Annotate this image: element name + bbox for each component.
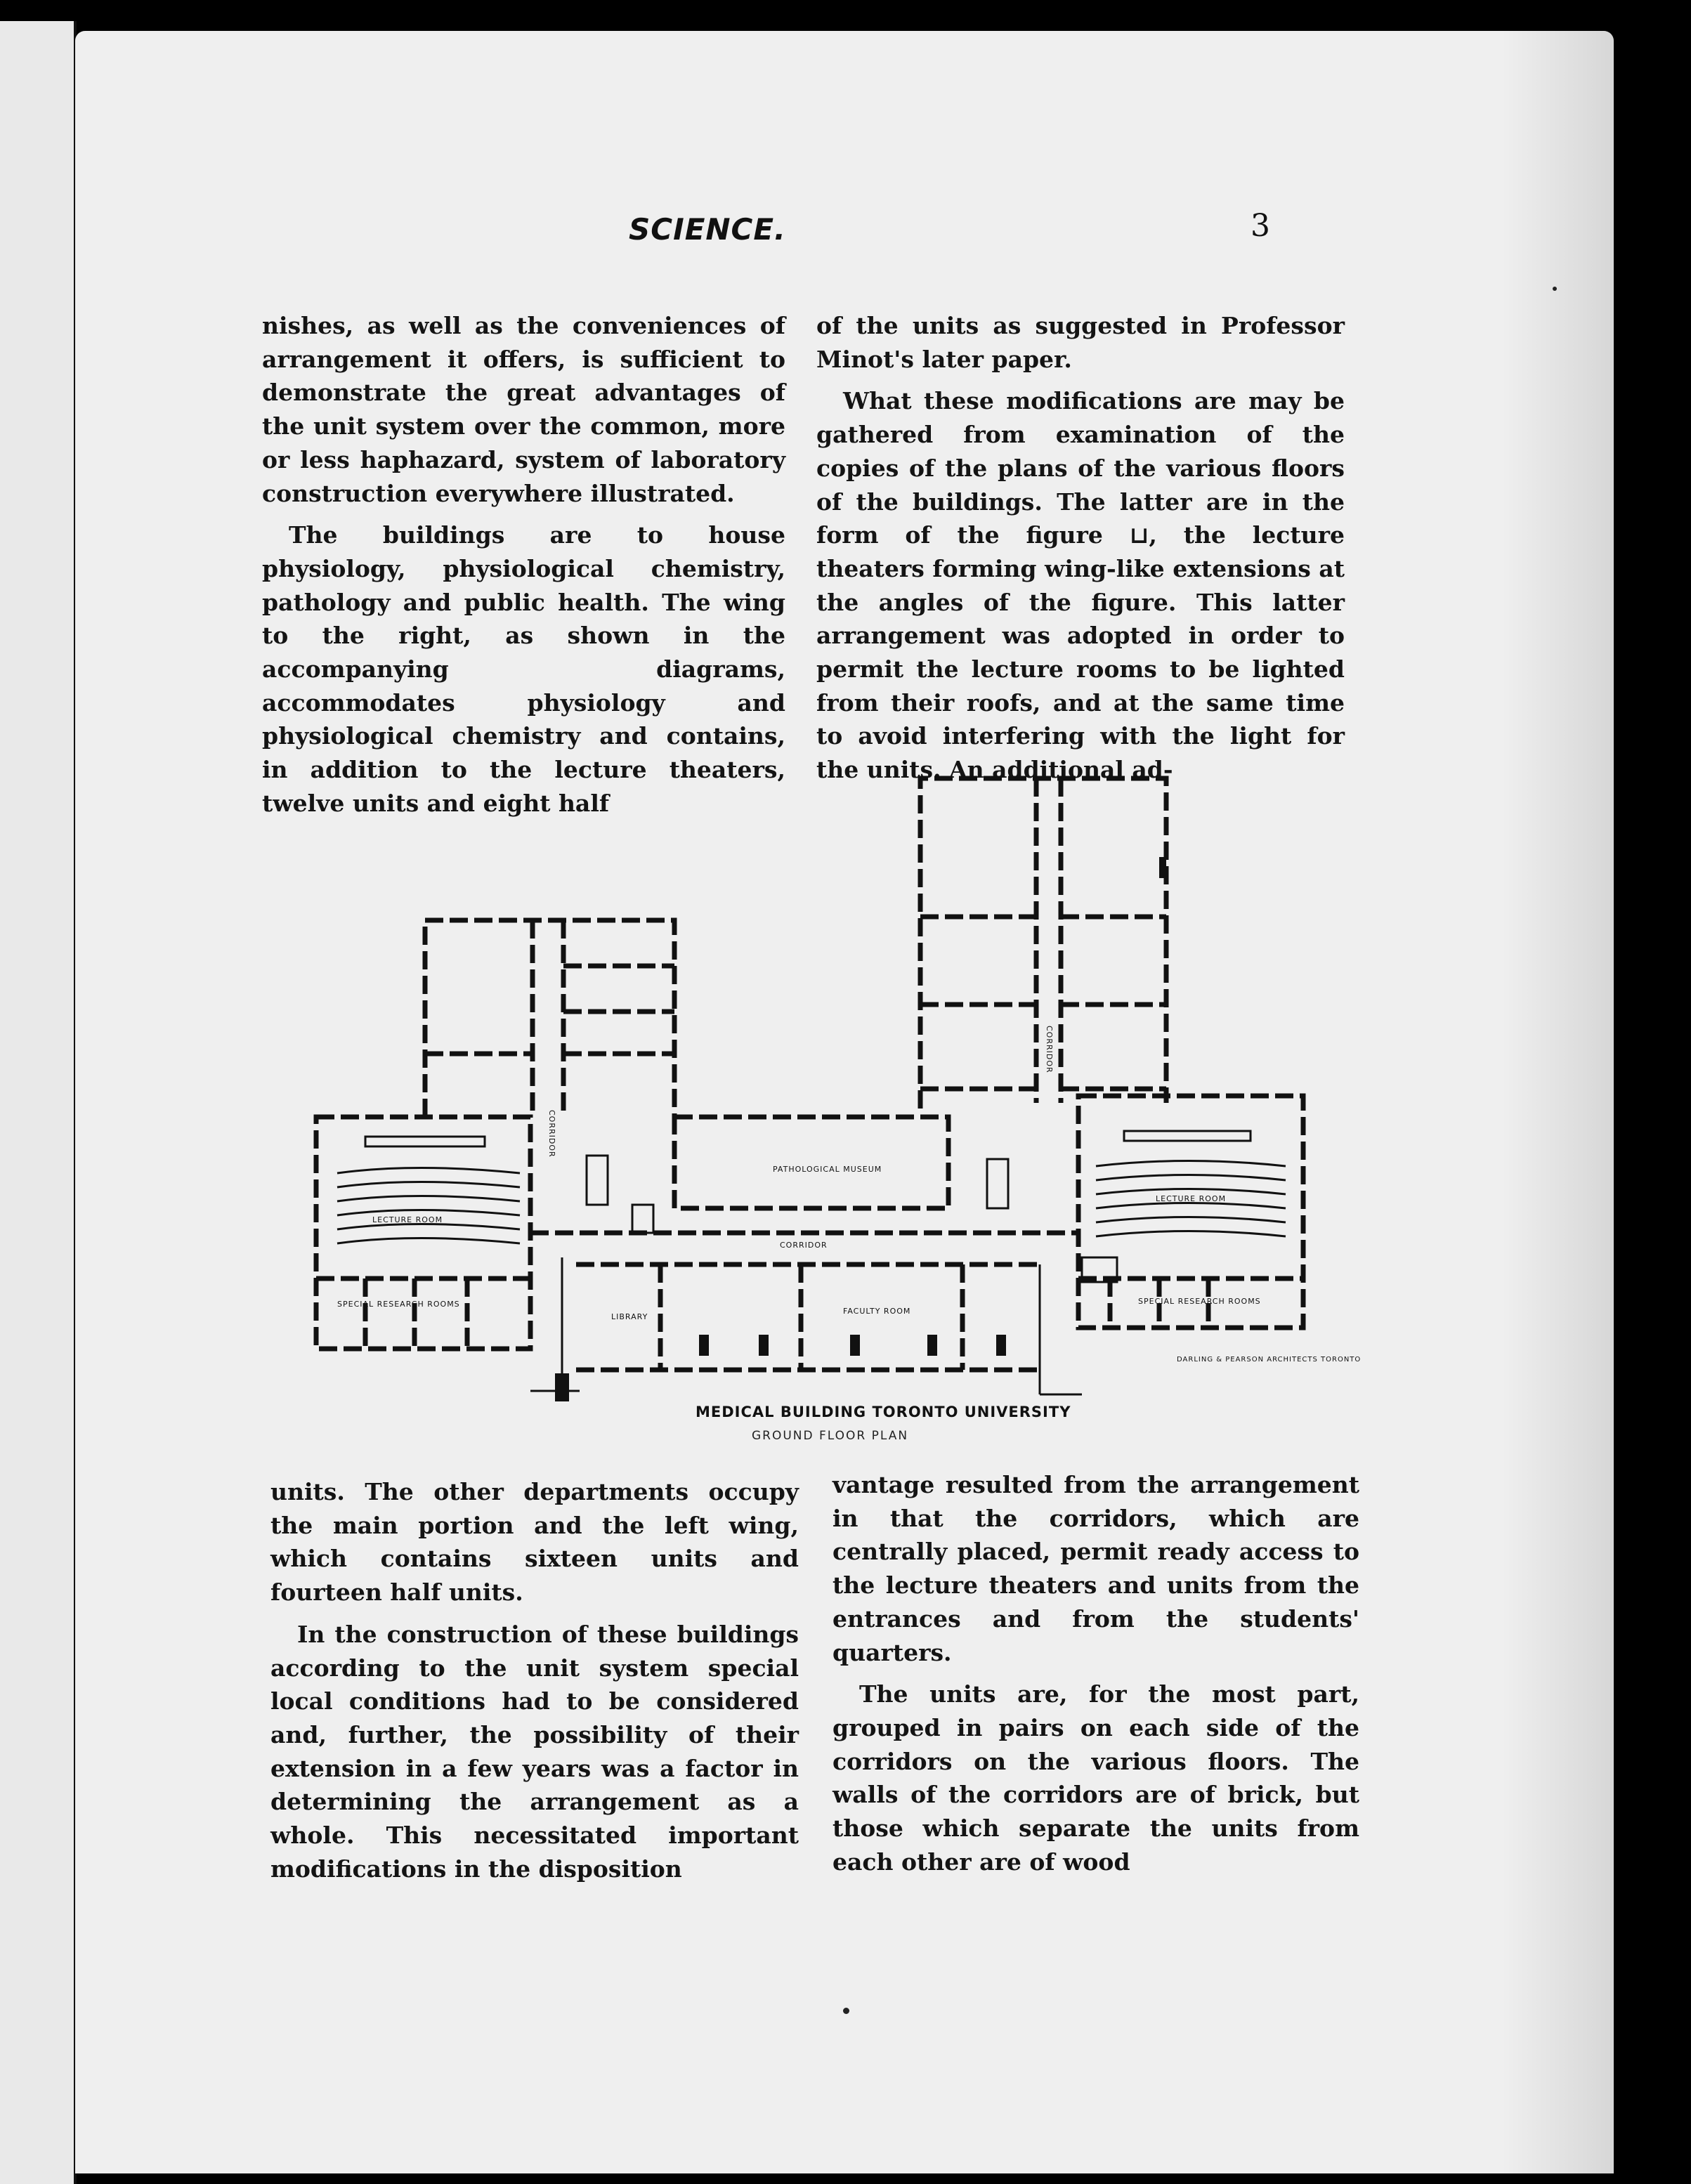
paragraph: The buildings are to house physiology, physiological chemistry, pathology and public health. The wing to the right, as shown in the accompanying diagrams, accommodates physiology and physiological chemistry and contains, in addition to the lecture theaters, twelve units and eight half xyxy=(262,521,785,817)
paragraph: units. The other departments occupy the main portion and the left wing, which contains sixteen units and fourteen half units. xyxy=(270,1478,799,1607)
figure-caption: MEDICAL BUILDING TORONTO UNIVERSITY xyxy=(696,1404,1071,1420)
main-corridor-label: CORRIDOR xyxy=(780,1241,828,1250)
page-number: 3 xyxy=(1251,208,1270,244)
paragraph: nishes, as well as the conveniences of arrangement it offers, is sufficient to demonstrate the great advantages of the unit system over the common, more or less haphazard, system of laboratory construction everywhere illustrated. xyxy=(262,312,785,507)
library-label: LIBRARY xyxy=(611,1312,648,1321)
architects-label: DARLING & PEARSON ARCHITECTS TORONTO xyxy=(1177,1356,1362,1364)
paragraph: of the units as suggested in Professor Minot's later paper. xyxy=(816,312,1345,373)
running-head: SCIENCE. xyxy=(629,212,787,247)
column-top-right xyxy=(816,309,1345,787)
ink-dot xyxy=(1553,287,1557,291)
previous-page-edge xyxy=(0,21,77,2184)
ink-dot xyxy=(843,2008,849,2014)
column-bottom-left xyxy=(270,1475,799,1885)
paragraph: What these modifications are may be gathered from examination of the copies of the plans of the various floors of the buildings. The latter are in the form of the figure ⊔, the lecture theaters forming wing-like extensions at the angles of the figure. This latter arrangement was adopted in order to permit the lecture rooms to be lighted from their roofs, and at the same time to avoid interfering with the light for the units. An additional ad- xyxy=(816,387,1345,784)
lecture-room-right-label: LECTURE ROOM xyxy=(1156,1194,1227,1203)
left-corridor-label: CORRIDOR xyxy=(547,1110,556,1158)
paragraph: vantage resulted from the arrangement in that the corridors, which are centrally placed, permit ready access to the lecture theaters and units from the entrances and from the students' quarters. xyxy=(833,1471,1359,1666)
museum-label: PATHOLOGICAL MUSEUM xyxy=(773,1165,882,1174)
lecture-room-left-label: LECTURE ROOM xyxy=(372,1215,443,1224)
research-left-label: SPECIAL RESEARCH ROOMS xyxy=(337,1300,460,1309)
paragraph: In the construction of these buildings according to the unit system special local conditions had to be considered and, further, the possibility of their extension in a few years was a factor in determining the arrangement as a whole. This necessitated important modifications in the disposition xyxy=(270,1620,799,1883)
left-wing-wall xyxy=(425,920,674,1117)
floor-plan-figure xyxy=(309,773,1362,1405)
right-corridor-label: CORRIDOR xyxy=(1045,1026,1054,1073)
research-right-label: SPECIAL RESEARCH ROOMS xyxy=(1138,1297,1261,1306)
page-shade xyxy=(1501,31,1614,2173)
paragraph: The units are, for the most part, grouped in pairs on each side of the corridors on the various floors. The walls of the corridors are of brick, but those which separate the units from each other are of wood xyxy=(833,1680,1359,1876)
faculty-room-label: FACULTY ROOM xyxy=(843,1307,911,1316)
column-top-left xyxy=(262,309,785,820)
figure-subcaption: GROUND FLOOR PLAN xyxy=(752,1429,909,1443)
column-bottom-right xyxy=(833,1468,1359,1878)
right-wing-wall xyxy=(920,778,1166,1109)
